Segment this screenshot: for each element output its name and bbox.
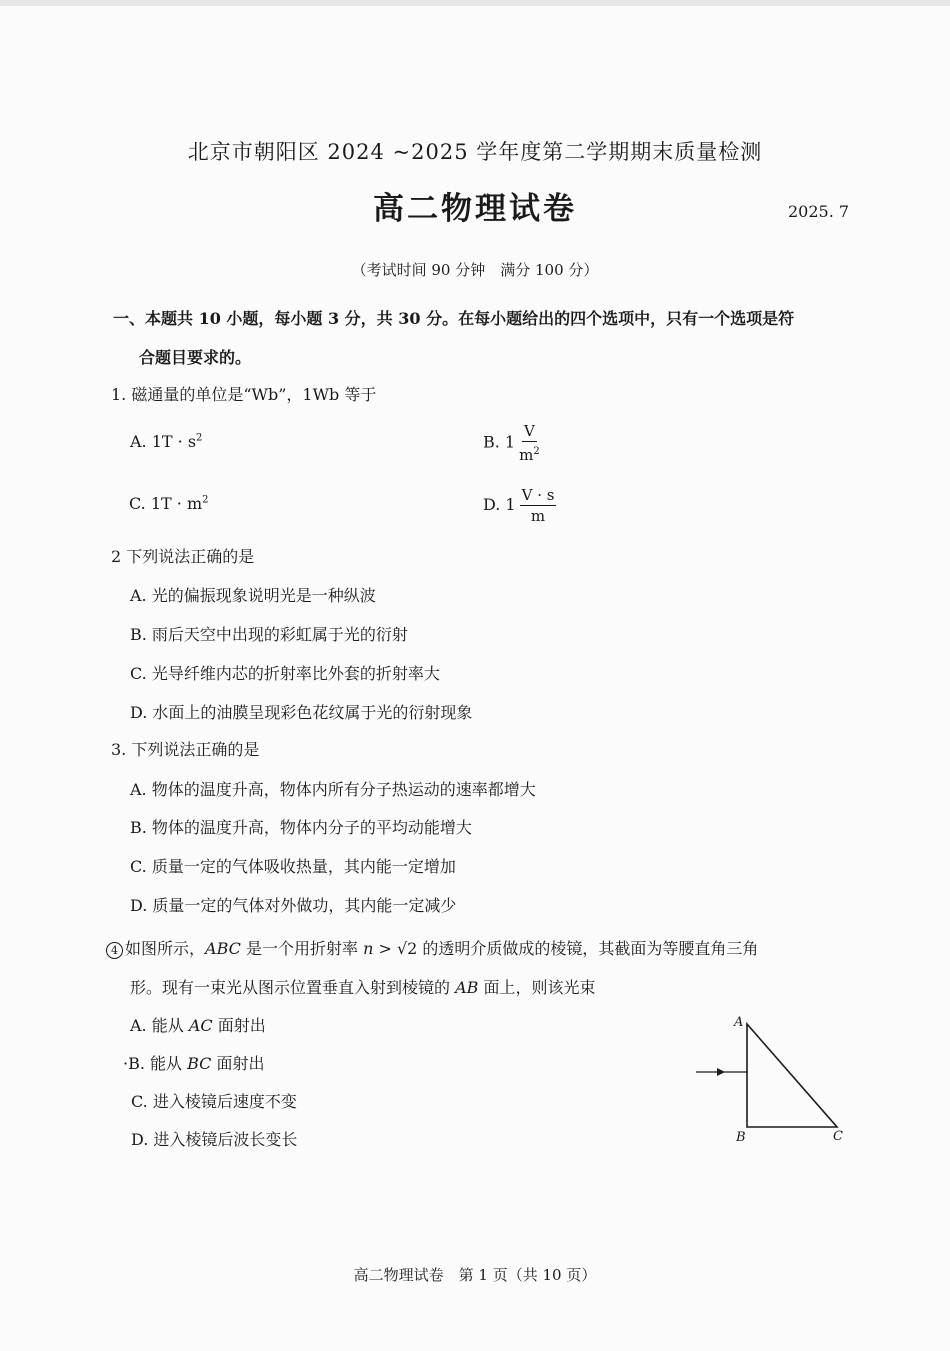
exam-date: 2025. 7 (788, 202, 850, 221)
q1-a-sup: 2 (196, 432, 203, 444)
vertex-label-c: C (833, 1129, 843, 1144)
q4-option-c: C. 进入棱镜后速度不变 (131, 1092, 297, 1111)
q4-stem-part2: 是一个用折射率 (240, 939, 364, 958)
q4-line2-part2: 面上，则该光束 (478, 978, 596, 997)
exam-info: （考试时间 90 分钟 满分 100 分） (351, 261, 599, 279)
exam-subtitle: 北京市朝阳区 2024 ~2025 学年度第二学期期末质量检测 (187, 140, 763, 164)
q2-option-b: B. 雨后天空中出现的彩虹属于光的衍射 (130, 625, 408, 644)
q1-b-fraction (519, 421, 540, 465)
q1-d-fraction (520, 485, 557, 526)
section-intro-line2: 合题目要求的。 (139, 348, 252, 367)
arrow-head-icon (717, 1068, 725, 1076)
q1-d-prefix: D. 1 (483, 495, 516, 514)
q1-stem: 1. 磁通量的单位是“Wb”，1Wb 等于 (111, 385, 377, 404)
q3-option-c: C. 质量一定的气体吸收热量，其内能一定增加 (130, 857, 456, 876)
q1-c-sup: 2 (202, 494, 209, 506)
q3-option-b: B. 物体的温度升高，物体内分子的平均动能增大 (130, 818, 472, 837)
vertex-label-b: B (736, 1130, 746, 1145)
q4-line2-part1: 形。现有一束光从图示位置垂直入射到棱镜的 (130, 978, 456, 997)
section-intro-line1: 一、本题共 10 小题，每小题 3 分，共 30 分。在每小题给出的四个选项中，只有一个选项是符 (113, 309, 795, 328)
q3-stem: 3. 下列说法正确的是 (111, 740, 260, 759)
q4-a-suffix: 面射出 (212, 1016, 266, 1035)
top-band (0, 0, 950, 6)
q4-a-face: AC (188, 1016, 213, 1035)
q1-b-numerator: V (523, 422, 535, 440)
q4-n: n (363, 939, 374, 958)
q4-ab: AB (455, 978, 479, 997)
q1-b-den-sup: 2 (533, 446, 540, 457)
q4-abc: ABC (205, 939, 241, 958)
q1-option-b (483, 421, 540, 465)
q1-option-a (130, 432, 202, 451)
q1-c-text: C. 1T · m (129, 494, 203, 513)
prism-triangle (747, 1024, 837, 1127)
q2-option-a: A. 光的偏振现象说明光是一种纵波 (130, 586, 376, 605)
q4-a-prefix: A. 能从 (130, 1016, 189, 1035)
q1-option-c (129, 494, 209, 513)
q1-b-prefix: B. 1 (483, 432, 516, 452)
q4-stem-line2 (130, 975, 596, 998)
q3-option-d: D. 质量一定的气体对外做功，其内能一定减少 (130, 896, 457, 915)
q2-stem: 2 下列说法正确的是 (111, 547, 255, 566)
page-footer: 高二物理试卷 第 1 页（共 10 页） (353, 1266, 597, 1284)
q4-option-b (123, 1051, 265, 1074)
q4-b-prefix: B. 能从 (128, 1054, 188, 1073)
q2-option-c: C. 光导纤维内芯的折射率比外套的折射率大 (130, 664, 440, 683)
q3-option-a: A. 物体的温度升高，物体内所有分子热运动的速率都增大 (130, 780, 536, 799)
prism-figure (690, 1010, 860, 1150)
mark-dot: · (123, 1054, 129, 1073)
q4-stem-part3: 的透明介质做成的棱镜，其截面为等腰直角三角 (417, 939, 759, 958)
q4-option-a (130, 1013, 266, 1036)
q1-d-denominator: m (530, 507, 546, 525)
q1-option-d (483, 485, 556, 526)
q4-option-d: D. 进入棱镜后波长变长 (131, 1130, 298, 1149)
q1-b-denominator (519, 442, 540, 465)
q4-number-circle: 4 (106, 942, 123, 959)
q4-stem-line1 (106, 936, 758, 959)
exam-title: 高二物理试卷 (373, 191, 577, 227)
vertex-label-a: A (734, 1015, 744, 1030)
q4-b-suffix: 面射出 (211, 1054, 265, 1073)
q4-condition: > √2 (373, 939, 418, 958)
q1-d-numerator: V · s (521, 486, 555, 504)
q2-option-d: D. 水面上的油膜呈现彩色花纹属于光的衍射现象 (130, 703, 473, 722)
q1-a-text: A. 1T · s (130, 432, 197, 451)
q4-stem-part1: 如图所示， (125, 939, 206, 958)
q4-b-face: BC (187, 1054, 212, 1073)
q1-b-den-text: m (519, 446, 534, 464)
